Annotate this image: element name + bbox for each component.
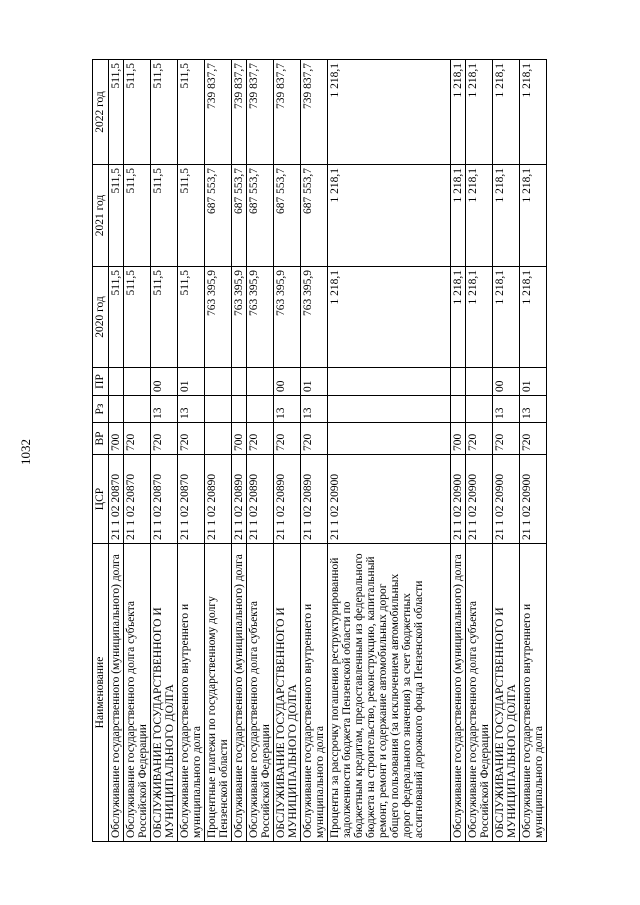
table-header-row bbox=[93, 60, 109, 842]
cell-2020: 511,5 bbox=[109, 267, 124, 368]
table-row bbox=[466, 60, 493, 842]
cell-name: Обслуживание государственного (муниципального) долга bbox=[451, 544, 466, 842]
cell-name: ОБСЛУЖИВАНИЕ ГОСУДАРСТВЕННОГО И МУНИЦИПАЛЬНОГО ДОЛГА bbox=[274, 544, 301, 842]
cell-2022: 739 837,7 bbox=[232, 60, 247, 165]
cell-2021: 687 553,7 bbox=[205, 165, 232, 267]
cell-2020: 511,5 bbox=[151, 267, 178, 368]
cell-2022: 1 218,1 bbox=[451, 60, 466, 165]
cell-2022: 1 218,1 bbox=[328, 60, 451, 165]
table-row bbox=[493, 60, 520, 842]
cell-name: Обслуживание государственного долга субъекта Российской Федерации bbox=[247, 544, 274, 842]
cell-2022: 511,5 bbox=[124, 60, 151, 165]
cell-vr: 720 bbox=[493, 423, 520, 455]
cell-vr: 720 bbox=[520, 423, 547, 455]
cell-rz bbox=[124, 396, 151, 423]
cell-vr: 700 bbox=[232, 423, 247, 455]
cell-rz: 13 bbox=[178, 396, 205, 423]
cell-name: Обслуживание государственного (муниципального) долга bbox=[232, 544, 247, 842]
table-row bbox=[151, 60, 178, 842]
cell-vr: 720 bbox=[274, 423, 301, 455]
cell-csr: 21 1 02 20900 bbox=[466, 455, 493, 544]
table-row bbox=[124, 60, 151, 842]
cell-vr: 700 bbox=[109, 423, 124, 455]
cell-csr: 21 1 02 20900 bbox=[493, 455, 520, 544]
cell-2022: 739 837,7 bbox=[301, 60, 328, 165]
cell-vr: 700 bbox=[451, 423, 466, 455]
cell-pr: 01 bbox=[520, 368, 547, 396]
cell-vr bbox=[328, 423, 451, 455]
cell-csr: 21 1 02 20900 bbox=[520, 455, 547, 544]
cell-pr bbox=[328, 368, 451, 396]
cell-2020: 511,5 bbox=[178, 267, 205, 368]
cell-2022: 1 218,1 bbox=[493, 60, 520, 165]
cell-csr: 21 1 02 20890 bbox=[274, 455, 301, 544]
cell-rz: 13 bbox=[274, 396, 301, 423]
cell-name: ОБСЛУЖИВАНИЕ ГОСУДАРСТВЕННОГО И МУНИЦИПАЛЬНОГО ДОЛГА bbox=[493, 544, 520, 842]
cell-csr: 21 1 02 20890 bbox=[205, 455, 232, 544]
cell-2022: 511,5 bbox=[178, 60, 205, 165]
cell-csr: 21 1 02 20870 bbox=[109, 455, 124, 544]
table-row bbox=[301, 60, 328, 842]
cell-name: Обслуживание государственного внутреннего и муниципального долга bbox=[301, 544, 328, 842]
cell-2021: 687 553,7 bbox=[301, 165, 328, 267]
cell-2021: 511,5 bbox=[178, 165, 205, 267]
budget-table bbox=[92, 59, 547, 842]
cell-rz: 13 bbox=[301, 396, 328, 423]
cell-2020: 763 395,9 bbox=[301, 267, 328, 368]
cell-2020: 763 395,9 bbox=[247, 267, 274, 368]
cell-name: Проценты за рассрочку погашения реструктурированной задолженности бюджета Пензенской области по бюджетным кредитам, предоставленным из федерального бюджета на строительство, реконструкцию, капитальный ремонт, ремонт и содержание автомобильных дорог общего пользования (за исключением автомобильных дорог федерального значения) за счет бюджетных ассигнований дорожного фонда Пензенской области bbox=[328, 544, 451, 842]
cell-2021: 687 553,7 bbox=[247, 165, 274, 267]
cell-name: ОБСЛУЖИВАНИЕ ГОСУДАРСТВЕННОГО И МУНИЦИПАЛЬНОГО ДОЛГА bbox=[151, 544, 178, 842]
cell-name: Обслуживание государственного внутреннего и муниципального долга bbox=[178, 544, 205, 842]
cell-2022: 1 218,1 bbox=[466, 60, 493, 165]
cell-2021: 1 218,1 bbox=[520, 165, 547, 267]
table-row bbox=[247, 60, 274, 842]
cell-2021: 511,5 bbox=[124, 165, 151, 267]
cell-2021: 511,5 bbox=[151, 165, 178, 267]
table-row bbox=[109, 60, 124, 842]
cell-2021: 511,5 bbox=[109, 165, 124, 267]
cell-pr bbox=[232, 368, 247, 396]
cell-2022: 739 837,7 bbox=[247, 60, 274, 165]
cell-pr bbox=[451, 368, 466, 396]
column-header: ВР bbox=[93, 423, 109, 455]
budget-table-rotated bbox=[92, 60, 547, 842]
cell-2021: 687 553,7 bbox=[274, 165, 301, 267]
cell-vr: 720 bbox=[151, 423, 178, 455]
column-header: 2020 год bbox=[93, 267, 109, 368]
cell-pr bbox=[205, 368, 232, 396]
cell-pr: 01 bbox=[301, 368, 328, 396]
table-row bbox=[328, 60, 451, 842]
cell-pr bbox=[124, 368, 151, 396]
cell-csr: 21 1 02 20890 bbox=[232, 455, 247, 544]
cell-rz: 13 bbox=[151, 396, 178, 423]
cell-2020: 763 395,9 bbox=[232, 267, 247, 368]
cell-vr: 720 bbox=[124, 423, 151, 455]
cell-name: Обслуживание государственного долга субъекта Российской Федерации bbox=[466, 544, 493, 842]
cell-2021: 687 553,7 bbox=[232, 165, 247, 267]
cell-vr: 720 bbox=[247, 423, 274, 455]
cell-vr bbox=[205, 423, 232, 455]
cell-2022: 511,5 bbox=[109, 60, 124, 165]
cell-pr: 01 bbox=[178, 368, 205, 396]
cell-2020: 763 395,9 bbox=[274, 267, 301, 368]
column-header: Наименование bbox=[93, 544, 109, 842]
cell-csr: 21 1 02 20900 bbox=[328, 455, 451, 544]
cell-2020: 763 395,9 bbox=[205, 267, 232, 368]
cell-csr: 21 1 02 20870 bbox=[178, 455, 205, 544]
cell-csr: 21 1 02 20890 bbox=[247, 455, 274, 544]
cell-rz bbox=[451, 396, 466, 423]
cell-rz bbox=[328, 396, 451, 423]
cell-csr: 21 1 02 20890 bbox=[301, 455, 328, 544]
cell-rz bbox=[205, 396, 232, 423]
cell-name: Обслуживание государственного долга субъекта Российской Федерации bbox=[124, 544, 151, 842]
cell-name: Обслуживание государственного внутреннего и муниципального долга bbox=[520, 544, 547, 842]
table-row bbox=[205, 60, 232, 842]
table-body bbox=[109, 60, 547, 842]
cell-vr: 720 bbox=[178, 423, 205, 455]
table-row bbox=[451, 60, 466, 842]
column-header: ПР bbox=[93, 368, 109, 396]
cell-pr: 00 bbox=[151, 368, 178, 396]
cell-pr bbox=[109, 368, 124, 396]
cell-2022: 739 837,7 bbox=[274, 60, 301, 165]
cell-csr: 21 1 02 20900 bbox=[451, 455, 466, 544]
column-header: 2021 год bbox=[93, 165, 109, 267]
column-header: ЦСР bbox=[93, 455, 109, 544]
cell-2021: 1 218,1 bbox=[451, 165, 466, 267]
cell-rz: 13 bbox=[493, 396, 520, 423]
column-header: Рз bbox=[93, 396, 109, 423]
cell-2020: 1 218,1 bbox=[328, 267, 451, 368]
cell-csr: 21 1 02 20870 bbox=[124, 455, 151, 544]
cell-2021: 1 218,1 bbox=[466, 165, 493, 267]
cell-2021: 1 218,1 bbox=[493, 165, 520, 267]
cell-vr: 720 bbox=[301, 423, 328, 455]
cell-name: Процентные платежи по государственному долгу Пензенской области bbox=[205, 544, 232, 842]
cell-vr: 720 bbox=[466, 423, 493, 455]
cell-pr bbox=[247, 368, 274, 396]
cell-pr: 00 bbox=[274, 368, 301, 396]
cell-name: Обслуживание государственного (муниципального) долга bbox=[109, 544, 124, 842]
cell-2022: 1 218,1 bbox=[520, 60, 547, 165]
page-number-text: 1032 bbox=[18, 439, 33, 465]
cell-2020: 1 218,1 bbox=[520, 267, 547, 368]
cell-2021: 1 218,1 bbox=[328, 165, 451, 267]
table-row bbox=[520, 60, 547, 842]
cell-2020: 1 218,1 bbox=[451, 267, 466, 368]
cell-2020: 1 218,1 bbox=[493, 267, 520, 368]
cell-2020: 1 218,1 bbox=[466, 267, 493, 368]
table-row bbox=[274, 60, 301, 842]
cell-rz bbox=[247, 396, 274, 423]
column-header: 2022 год bbox=[93, 60, 109, 165]
cell-rz bbox=[109, 396, 124, 423]
table-row bbox=[178, 60, 205, 842]
cell-2022: 511,5 bbox=[151, 60, 178, 165]
cell-rz: 13 bbox=[520, 396, 547, 423]
cell-csr: 21 1 02 20870 bbox=[151, 455, 178, 544]
table-row bbox=[232, 60, 247, 842]
cell-rz bbox=[232, 396, 247, 423]
cell-2022: 739 837,7 bbox=[205, 60, 232, 165]
cell-pr: 00 bbox=[493, 368, 520, 396]
cell-2020: 511,5 bbox=[124, 267, 151, 368]
cell-pr bbox=[466, 368, 493, 396]
cell-rz bbox=[466, 396, 493, 423]
